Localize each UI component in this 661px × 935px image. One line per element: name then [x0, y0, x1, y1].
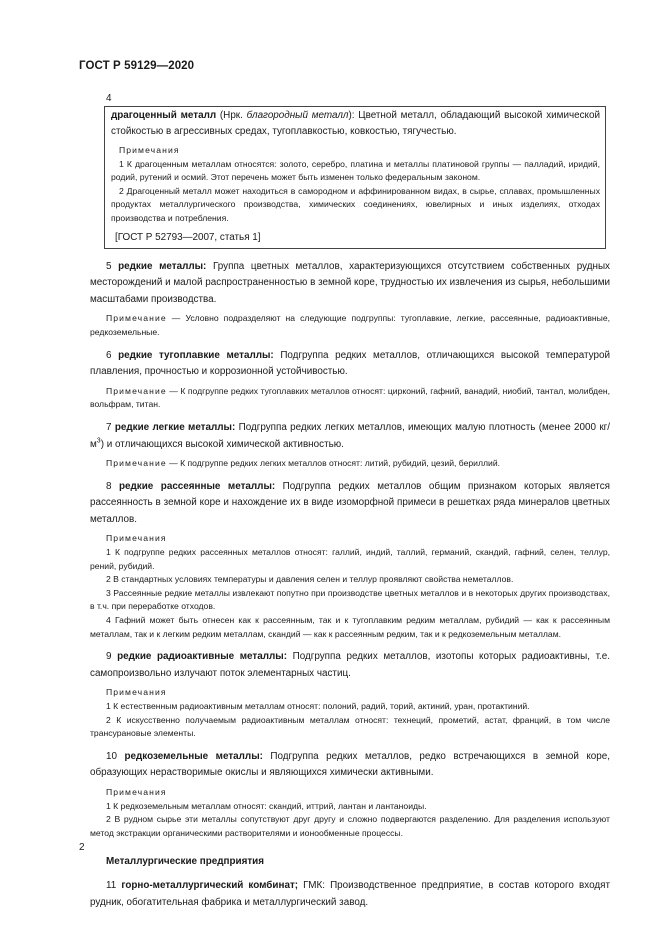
term-9-name: редкие радиоактивные металлы:	[117, 651, 288, 663]
note-item: 1 К естественным радиоактивным металлам относят: полоний, радий, торий, актиний, уран, протактиний.	[106, 701, 530, 711]
page-number: 2	[79, 842, 85, 853]
note-item: 2 В стандартных условиях температуры и давления селен и теллур проявляют свойства неметаллов.	[106, 574, 514, 585]
term-7-note: Примечание — К подгруппе редких легких металлов относят: литий, рубидий, цезий, бериллий.	[106, 458, 501, 469]
note-item: 1 К драгоценным металлам относятся: золото, серебро, платина и металлы платиновой группы — палладий, иридий, родий, рутений и осмий. Этот перечень может быть изменен только федеральным законом.	[111, 158, 600, 183]
source-reference: [ГОСТ Р 52793—2007, статья 1]	[115, 231, 261, 243]
term-5-name: редкие металлы:	[118, 260, 207, 272]
term-11-definition: 11 горно-металлургический комбинат; ГМК: Производственное предприятие, в состав которого входят рудник, обогатительная фабрика и металлургический завод.	[90, 880, 610, 908]
note-item: 4 Гафний может быть отнесен как к рассеянным, так и к тугоплавким редким металлам, рубидий — как к рассеянным металлам, так и к легким редким металлам, скандий — как к рассеянным редким, так и к редкоземельным металлам.	[90, 615, 610, 639]
term-10-definition: 10 редкоземельные металлы: Подгруппа редких металлов, редко встречающихся в земной коре, образующих нерастворимые окислы и являющихся химически активными.	[90, 750, 610, 779]
term-11-name: горно-металлургический комбинат;	[121, 880, 299, 892]
note-item: 1 К редкоземельным металлам относят: скандий, иттрий, лантан и лантаноиды.	[106, 800, 427, 811]
term-4-synonym: благородный металл	[246, 110, 349, 121]
note-item: 2 К искусственно получаемым радиоактивным металлам относят: технеций, прометий, астат, франций, в том числе трансурановые элементы.	[90, 714, 610, 739]
note-item: 3 Рассеянные редкие металлы извлекают попутно при производстве цветных металлов и в некоторых других производствах, в т.ч. при переработке отходов.	[90, 587, 610, 612]
term-8-name: редкие рассеянные металлы:	[119, 480, 276, 492]
standard-header: ГОСТ Р 59129—2020	[79, 60, 195, 72]
term-7-name: редкие легкие металлы:	[114, 421, 236, 433]
term-8-definition: 8 редкие рассеянные металлы: Подгруппа редких металлов общим признаком которых является рассеянность в земной коре и нахождение их в виде изоморфной примеси в решетках ряда минералов цветных металлов.	[90, 480, 610, 525]
notes-heading: Примечания	[106, 533, 167, 544]
notes-heading: Примечания	[106, 786, 167, 797]
quoted-term-box	[104, 106, 606, 249]
term-9-definition: 9 редкие радиоактивные металлы: Подгруппа редких металлов, изотопы которых радиоактивны, т.е. самопроизвольно излучают поток элементарных частиц.	[90, 651, 611, 679]
notes-heading: Примечания	[119, 145, 180, 155]
term-6-definition: 6 редкие тугоплавкие металлы: Подгруппа редких металлов, отличающихся высокой температурой плавления, прочностью и коррозионной устойчивостью.	[90, 349, 610, 378]
term-5-definition: 5 редкие металлы: Группа цветных металлов, характеризующихся отсутствием собственных рудных месторождений и малой распространенностью в земной коре, трудностью их извлечения из сырья, небольшими масштабами производства.	[90, 260, 610, 305]
note-item: 2 Драгоценный металл может находиться в самородном и аффинированном видах, в сырье, сплавах, промышленных продуктах металлургического производства, химических соединениях, ювелирных и иных изделиях, отходах производства и потребления.	[111, 185, 600, 223]
term-4-name: драгоценный металл	[111, 110, 217, 121]
term-6-note: Примечание — К подгруппе редких тугоплавких металлов относят: цирконий, гафний, ванадий, ниобий, тантал, молибден, вольфрам, титан.	[90, 385, 610, 410]
notes-heading: Примечания	[106, 687, 167, 698]
note-item: 1 К подгруппе редких рассеянных металлов относят: галлий, индий, таллий, германий, скандий, гафний, селен, теллур, рений, рубидий.	[90, 547, 610, 571]
term-4-definition: драгоценный металл (Нрк. благородный металл): Цветной металл, обладающий высокой химической стойкостью в агрессивных средах, тугоплавкостью, ковкостью, тягучестью.	[111, 110, 600, 137]
note-item: 2 В рудном сырье эти металлы сопутствуют друг другу и сложно подвергаются разделению. Для разделения используют метод экстракции органическими растворителями и ионообменные процессы.	[90, 814, 610, 838]
term-10-name: редкоземельные металлы:	[124, 750, 263, 762]
term-5-note: Примечание — Условно подразделяют на следующие подгруппы: тугоплавкие, легкие, рассеянные, радиоактивные, редкоземельные.	[90, 313, 610, 337]
term-number-4: 4	[106, 93, 112, 104]
term-7-definition: 7 редкие легкие металлы: Подгруппа редких легких металлов, имеющих малую плотность (менее 2000 $кг/м^3$) и отличающихся высокой химической активностью.	[90, 421, 610, 450]
term-6-name: редкие тугоплавкие металлы:	[118, 349, 274, 361]
document-body	[90, 92, 610, 912]
section-heading: Металлургические предприятия	[106, 856, 264, 868]
